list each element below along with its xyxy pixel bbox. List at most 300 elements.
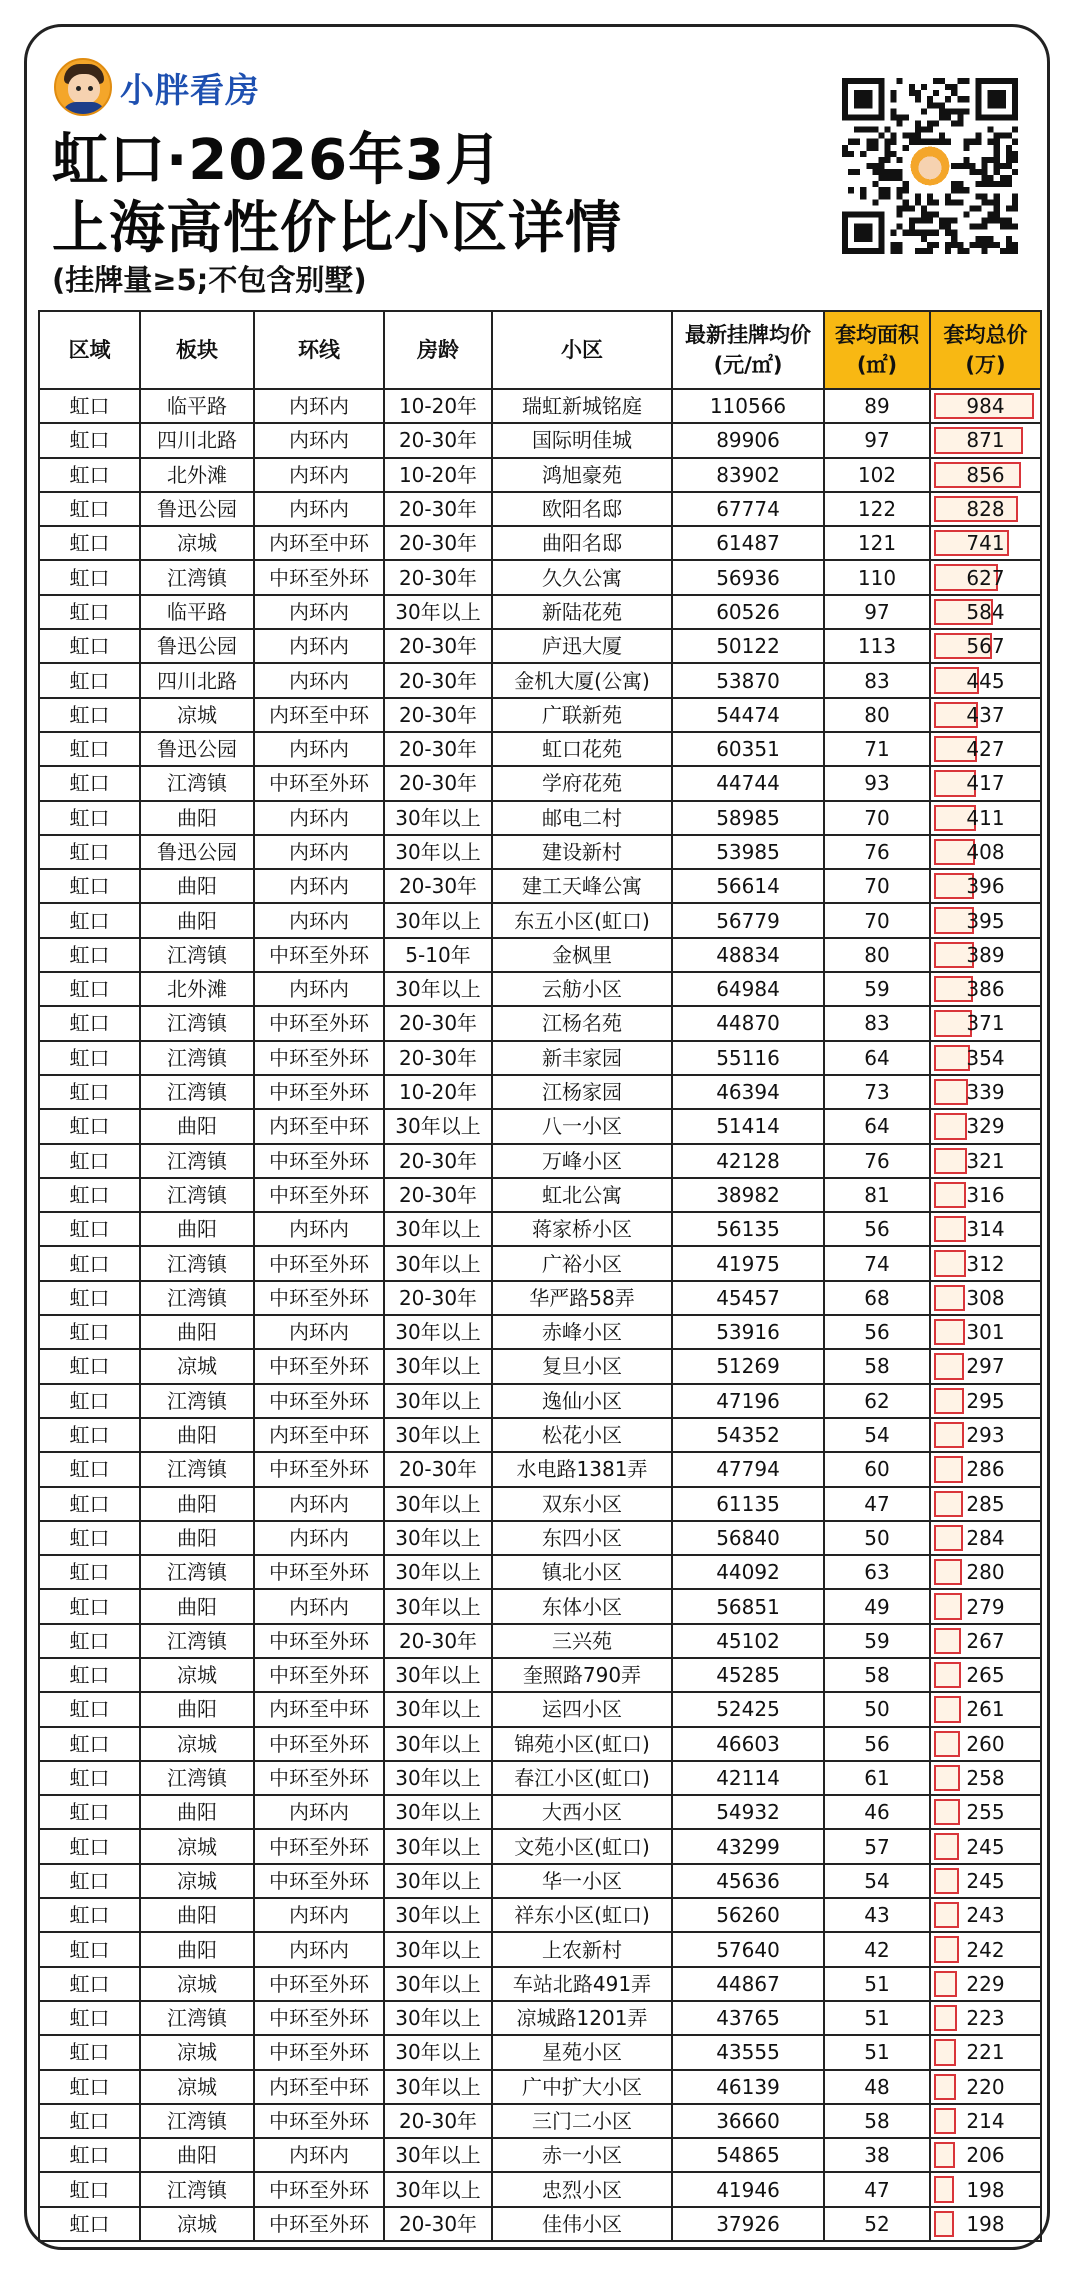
table-cell: 虹口	[39, 2172, 140, 2206]
table-cell: 忠烈小区	[492, 2172, 672, 2206]
table-cell: 44744	[672, 766, 824, 800]
table-cell: 虹口	[39, 1761, 140, 1795]
table-cell: 江湾镇	[140, 1178, 254, 1212]
page-title: 虹口·2026年3月	[52, 128, 503, 193]
table-cell: 47794	[672, 1452, 824, 1486]
table-cell: 内环至中环	[254, 1109, 384, 1143]
table-cell: 58985	[672, 801, 824, 835]
table-cell: 新丰家园	[492, 1041, 672, 1075]
table-cell: 虹口	[39, 560, 140, 594]
table-row	[39, 1178, 1041, 1212]
filter-note: (挂牌量≥5;不包含别墅)	[52, 263, 367, 297]
table-cell: 江湾镇	[140, 1144, 254, 1178]
table-cell: 43	[824, 1898, 930, 1932]
table-row	[39, 423, 1041, 457]
table-cell: 鲁迅公园	[140, 835, 254, 869]
table-cell: 54	[824, 1864, 930, 1898]
total-price-value: 260	[966, 1731, 1005, 1756]
table-row	[39, 938, 1041, 972]
table-cell: 广裕小区	[492, 1246, 672, 1280]
table-row	[39, 629, 1041, 663]
table-cell: 虹口	[39, 492, 140, 526]
table-cell: 内环内	[254, 1589, 384, 1623]
table-cell: 74	[824, 1246, 930, 1280]
table-cell: 30年以上	[384, 1555, 492, 1589]
table-row	[39, 595, 1041, 629]
table-cell	[930, 698, 1041, 732]
table-cell: 83	[824, 1006, 930, 1040]
table-cell: 内环至中环	[254, 2070, 384, 2104]
table-cell: 祥东小区(虹口)	[492, 1898, 672, 1932]
total-price-bar	[934, 1833, 959, 1859]
table-cell: 大西小区	[492, 1795, 672, 1829]
table-cell: 文苑小区(虹口)	[492, 1829, 672, 1863]
table-row	[39, 492, 1041, 526]
table-row	[39, 801, 1041, 835]
total-price-bar	[934, 1868, 959, 1894]
table-cell: 54474	[672, 698, 824, 732]
table-row	[39, 1075, 1041, 1109]
table-cell: 56840	[672, 1521, 824, 1555]
total-price-value: 329	[966, 1114, 1005, 1139]
table-cell	[930, 2070, 1041, 2104]
table-cell: 镇北小区	[492, 1555, 672, 1589]
table-cell: 凉城	[140, 2207, 254, 2241]
table-cell: 内环内	[254, 492, 384, 526]
total-price-bar	[934, 2005, 957, 2031]
table-cell: 北外滩	[140, 972, 254, 1006]
total-price-bar	[934, 1422, 964, 1448]
table-cell: 虹口	[39, 1144, 140, 1178]
table-cell: 江湾镇	[140, 766, 254, 800]
column-header: 区域	[39, 311, 140, 389]
page-subtitle: 上海高性价比小区详情	[52, 196, 622, 261]
total-price-bar	[934, 2108, 956, 2134]
table-cell	[930, 1349, 1041, 1383]
total-price-value: 243	[966, 1903, 1005, 1928]
table-cell: 53916	[672, 1315, 824, 1349]
total-price-bar	[934, 1559, 962, 1585]
table-cell: 虹口	[39, 1555, 140, 1589]
table-cell: 内环内	[254, 389, 384, 423]
table-cell	[930, 732, 1041, 766]
table-cell: 64	[824, 1041, 930, 1075]
total-price-value: 395	[966, 908, 1005, 933]
table-row	[39, 2104, 1041, 2138]
table-row	[39, 1692, 1041, 1726]
table-cell	[930, 2138, 1041, 2172]
table-cell	[930, 663, 1041, 697]
table-row	[39, 903, 1041, 937]
table-cell: 上农新村	[492, 1932, 672, 1966]
total-price-value: 255	[966, 1800, 1005, 1825]
table-cell: 江湾镇	[140, 1075, 254, 1109]
total-price-value: 284	[966, 1525, 1005, 1550]
table-cell: 凉城	[140, 1658, 254, 1692]
table-cell: 20-30年	[384, 629, 492, 663]
total-price-bar	[934, 2039, 956, 2065]
table-cell: 20-30年	[384, 560, 492, 594]
table-row	[39, 1864, 1041, 1898]
table-cell: 50	[824, 1692, 930, 1726]
table-cell	[930, 972, 1041, 1006]
table-cell: 20-30年	[384, 1624, 492, 1658]
table-cell: 57640	[672, 1932, 824, 1966]
table-row	[39, 1281, 1041, 1315]
total-price-value: 316	[966, 1182, 1005, 1207]
table-row	[39, 2001, 1041, 2035]
table-cell	[930, 1109, 1041, 1143]
table-cell: 83	[824, 663, 930, 697]
table-cell: 曲阳	[140, 903, 254, 937]
table-cell: 80	[824, 698, 930, 732]
table-cell: 54352	[672, 1418, 824, 1452]
table-cell: 鸿旭豪苑	[492, 458, 672, 492]
table-cell: 内环内	[254, 732, 384, 766]
table-row	[39, 972, 1041, 1006]
table-cell: 58	[824, 1658, 930, 1692]
total-price-bar	[934, 1216, 966, 1242]
table-cell: 虹口	[39, 801, 140, 835]
table-cell: 曲阳	[140, 1795, 254, 1829]
table-cell	[930, 2207, 1041, 2241]
table-cell: 虹口	[39, 2104, 140, 2138]
table-cell	[930, 835, 1041, 869]
total-price-value: 214	[966, 2108, 1005, 2133]
table-cell	[930, 629, 1041, 663]
total-price-value: 221	[966, 2040, 1005, 2065]
table-row	[39, 698, 1041, 732]
table-cell: 曲阳	[140, 2138, 254, 2172]
table-cell: 30年以上	[384, 1761, 492, 1795]
table-cell: 中环至外环	[254, 1829, 384, 1863]
total-price-bar	[934, 1388, 964, 1414]
table-cell: 30年以上	[384, 1418, 492, 1452]
table-cell: 56	[824, 1315, 930, 1349]
total-price-value: 301	[966, 1320, 1005, 1345]
table-cell	[930, 938, 1041, 972]
table-row	[39, 1624, 1041, 1658]
table-cell	[930, 1418, 1041, 1452]
table-cell: 凉城	[140, 1349, 254, 1383]
table-cell: 虹口	[39, 2070, 140, 2104]
column-header: 最新挂牌均价 (元/㎡)	[672, 311, 824, 389]
table-cell: 虹口	[39, 1521, 140, 1555]
column-header: 套均面积 (㎡)	[824, 311, 930, 389]
table-cell: 新陆花苑	[492, 595, 672, 629]
table-cell: 67774	[672, 492, 824, 526]
total-price-value: 321	[966, 1148, 1005, 1173]
table-cell: 30年以上	[384, 835, 492, 869]
table-cell: 36660	[672, 2104, 824, 2138]
table-cell: 江湾镇	[140, 1006, 254, 1040]
table-cell: 虹口	[39, 1109, 140, 1143]
table-cell: 凉城	[140, 1864, 254, 1898]
total-price-bar	[934, 1079, 968, 1105]
table-cell: 虹口	[39, 1075, 140, 1109]
table-cell: 虹口	[39, 2001, 140, 2035]
table-cell: 83902	[672, 458, 824, 492]
table-row	[39, 1246, 1041, 1280]
total-price-value: 308	[966, 1285, 1005, 1310]
table-cell: 62	[824, 1384, 930, 1418]
table-cell: 佳伟小区	[492, 2207, 672, 2241]
table-cell: 江湾镇	[140, 1281, 254, 1315]
table-row	[39, 663, 1041, 697]
table-cell: 56851	[672, 1589, 824, 1623]
total-price-value: 261	[966, 1697, 1005, 1722]
table-cell: 中环至外环	[254, 1006, 384, 1040]
total-price-bar	[934, 1936, 959, 1962]
table-cell	[930, 903, 1041, 937]
table-cell: 54932	[672, 1795, 824, 1829]
table-cell: 万峰小区	[492, 1144, 672, 1178]
table-cell: 中环至外环	[254, 1246, 384, 1280]
total-price-bar	[934, 1696, 961, 1722]
table-row	[39, 2035, 1041, 2069]
table-row	[39, 1829, 1041, 1863]
total-price-value: 417	[966, 771, 1005, 796]
table-cell: 虹口	[39, 389, 140, 423]
table-cell: 曲阳	[140, 1212, 254, 1246]
table-cell: 虹口	[39, 1041, 140, 1075]
table-cell: 30年以上	[384, 1864, 492, 1898]
table-cell: 56936	[672, 560, 824, 594]
total-price-value: 267	[966, 1628, 1005, 1653]
table-cell: 蒋家桥小区	[492, 1212, 672, 1246]
table-cell: 虹口	[39, 938, 140, 972]
table-cell: 建工天峰公寓	[492, 869, 672, 903]
table-cell	[930, 1624, 1041, 1658]
table-cell: 30年以上	[384, 1246, 492, 1280]
table-cell: 30年以上	[384, 1658, 492, 1692]
total-price-value: 408	[966, 840, 1005, 864]
total-price-value: 245	[966, 1834, 1005, 1859]
table-cell: 曲阳	[140, 1589, 254, 1623]
table-row	[39, 1144, 1041, 1178]
table-cell: 赤峰小区	[492, 1315, 672, 1349]
table-cell: 虹口	[39, 1384, 140, 1418]
table-cell: 113	[824, 629, 930, 663]
total-price-value: 279	[966, 1594, 1005, 1619]
table-cell: 46394	[672, 1075, 824, 1109]
total-price-bar	[934, 1799, 960, 1825]
table-cell: 71	[824, 732, 930, 766]
table-cell: 93	[824, 766, 930, 800]
table-cell: 76	[824, 1144, 930, 1178]
table-cell: 虹口	[39, 1418, 140, 1452]
table-cell: 中环至外环	[254, 1864, 384, 1898]
table-cell: 虹口	[39, 1212, 140, 1246]
column-header: 小区	[492, 311, 672, 389]
table-cell: 虹口	[39, 1487, 140, 1521]
table-cell	[930, 1315, 1041, 1349]
table-cell: 51	[824, 1967, 930, 2001]
table-cell: 虹口	[39, 458, 140, 492]
table-cell: 56260	[672, 1898, 824, 1932]
total-price-bar	[934, 1182, 966, 1208]
table-cell: 星苑小区	[492, 2035, 672, 2069]
column-header: 环线	[254, 311, 384, 389]
total-price-bar	[934, 1593, 962, 1619]
table-cell: 虹口	[39, 1349, 140, 1383]
table-cell: 中环至外环	[254, 1967, 384, 2001]
table-cell: 30年以上	[384, 1932, 492, 1966]
table-cell: 建设新村	[492, 835, 672, 869]
table-cell: 北外滩	[140, 458, 254, 492]
table-row	[39, 2138, 1041, 2172]
table-cell	[930, 1761, 1041, 1795]
table-cell: 20-30年	[384, 1281, 492, 1315]
table-cell: 金机大厦(公寓)	[492, 663, 672, 697]
table-row	[39, 1418, 1041, 1452]
table-cell: 金枫里	[492, 938, 672, 972]
total-price-value: 286	[966, 1457, 1005, 1482]
total-price-bar	[934, 1765, 960, 1791]
total-price-bar	[934, 1353, 964, 1379]
table-cell: 江湾镇	[140, 1555, 254, 1589]
table-cell: 44870	[672, 1006, 824, 1040]
table-cell	[930, 1178, 1041, 1212]
total-price-value: 245	[966, 1868, 1005, 1893]
table-cell: 61	[824, 1761, 930, 1795]
total-price-bar	[934, 1113, 967, 1139]
table-cell: 30年以上	[384, 1384, 492, 1418]
total-price-value: 229	[966, 1971, 1005, 1996]
table-cell: 52425	[672, 1692, 824, 1726]
table-cell: 虹口	[39, 698, 140, 732]
table-cell: 30年以上	[384, 1349, 492, 1383]
table-cell: 曲阳	[140, 1487, 254, 1521]
table-cell: 曲阳名邸	[492, 526, 672, 560]
table-cell: 47	[824, 2172, 930, 2206]
table-cell	[930, 1555, 1041, 1589]
table-row	[39, 389, 1041, 423]
table-cell: 虹口	[39, 526, 140, 560]
table-cell: 江杨名苑	[492, 1006, 672, 1040]
table-cell: 56135	[672, 1212, 824, 1246]
total-price-bar	[934, 1285, 965, 1311]
table-cell: 内环至中环	[254, 1418, 384, 1452]
table-cell: 58	[824, 2104, 930, 2138]
table-cell: 54865	[672, 2138, 824, 2172]
table-cell: 中环至外环	[254, 2207, 384, 2241]
table-row	[39, 1487, 1041, 1521]
table-cell: 曲阳	[140, 1521, 254, 1555]
table-cell: 20-30年	[384, 2104, 492, 2138]
table-cell: 中环至外环	[254, 1349, 384, 1383]
table-cell: 中环至外环	[254, 2104, 384, 2138]
table-row	[39, 766, 1041, 800]
table-cell: 48	[824, 2070, 930, 2104]
table-row	[39, 835, 1041, 869]
table-cell	[930, 560, 1041, 594]
total-price-value: 295	[966, 1388, 1005, 1413]
table-cell	[930, 801, 1041, 835]
total-price-value: 265	[966, 1663, 1005, 1688]
table-cell: 中环至外环	[254, 1624, 384, 1658]
table-cell: 89	[824, 389, 930, 423]
total-price-bar	[934, 1491, 963, 1517]
table-row	[39, 869, 1041, 903]
total-price-value: 242	[966, 1937, 1005, 1962]
table-cell: 曲阳	[140, 801, 254, 835]
total-price-value: 297	[966, 1354, 1005, 1379]
table-cell	[930, 1487, 1041, 1521]
table-cell: 63	[824, 1555, 930, 1589]
table-cell: 曲阳	[140, 1898, 254, 1932]
table-cell: 凉城	[140, 2070, 254, 2104]
table-cell: 20-30年	[384, 1144, 492, 1178]
table-cell: 45102	[672, 1624, 824, 1658]
table-cell: 虹口	[39, 835, 140, 869]
table-cell: 春江小区(虹口)	[492, 1761, 672, 1795]
total-price-bar	[934, 1525, 963, 1551]
table-cell: 内环至中环	[254, 698, 384, 732]
table-cell: 55116	[672, 1041, 824, 1075]
table-cell: 凉城	[140, 2035, 254, 2069]
table-cell: 30年以上	[384, 972, 492, 1006]
table-cell: 61135	[672, 1487, 824, 1521]
table-cell: 三兴苑	[492, 1624, 672, 1658]
table-cell	[930, 1829, 1041, 1863]
total-price-bar	[934, 1319, 965, 1345]
table-cell: 42128	[672, 1144, 824, 1178]
table-cell: 江杨家园	[492, 1075, 672, 1109]
table-cell: 曲阳	[140, 869, 254, 903]
table-cell: 20-30年	[384, 1041, 492, 1075]
table-cell: 中环至外环	[254, 1555, 384, 1589]
table-cell: 东四小区	[492, 1521, 672, 1555]
table-cell: 虹口	[39, 766, 140, 800]
total-price-value: 567	[966, 634, 1005, 659]
total-price-bar	[934, 1456, 963, 1482]
table-cell	[930, 1452, 1041, 1486]
table-cell: 中环至外环	[254, 2172, 384, 2206]
total-price-value: 339	[966, 1080, 1005, 1105]
table-cell: 虹口	[39, 1246, 140, 1280]
qr-code-icon	[842, 78, 1018, 254]
table-cell: 41946	[672, 2172, 824, 2206]
table-cell: 30年以上	[384, 2070, 492, 2104]
table-cell: 东体小区	[492, 1589, 672, 1623]
table-cell: 20-30年	[384, 2207, 492, 2241]
total-price-value: 856	[966, 462, 1005, 487]
table-cell: 51	[824, 2035, 930, 2069]
table-cell: 松花小区	[492, 1418, 672, 1452]
table-cell: 瑞虹新城铭庭	[492, 389, 672, 423]
table-cell: 30年以上	[384, 1967, 492, 2001]
table-cell: 赤一小区	[492, 2138, 672, 2172]
total-price-value: 741	[966, 531, 1005, 556]
table-cell: 45457	[672, 1281, 824, 1315]
table-cell: 57	[824, 1829, 930, 1863]
table-cell: 临平路	[140, 595, 254, 629]
table-cell: 凉城路1201弄	[492, 2001, 672, 2035]
table-row	[39, 1384, 1041, 1418]
table-cell: 10-20年	[384, 458, 492, 492]
table-cell: 20-30年	[384, 423, 492, 457]
table-cell: 51269	[672, 1349, 824, 1383]
table-cell	[930, 1384, 1041, 1418]
table-cell: 虹口	[39, 903, 140, 937]
table-cell: 临平路	[140, 389, 254, 423]
total-price-bar	[934, 2074, 956, 2100]
total-price-value: 312	[966, 1251, 1005, 1276]
table-cell: 20-30年	[384, 698, 492, 732]
table-cell: 逸仙小区	[492, 1384, 672, 1418]
table-row	[39, 2207, 1041, 2241]
